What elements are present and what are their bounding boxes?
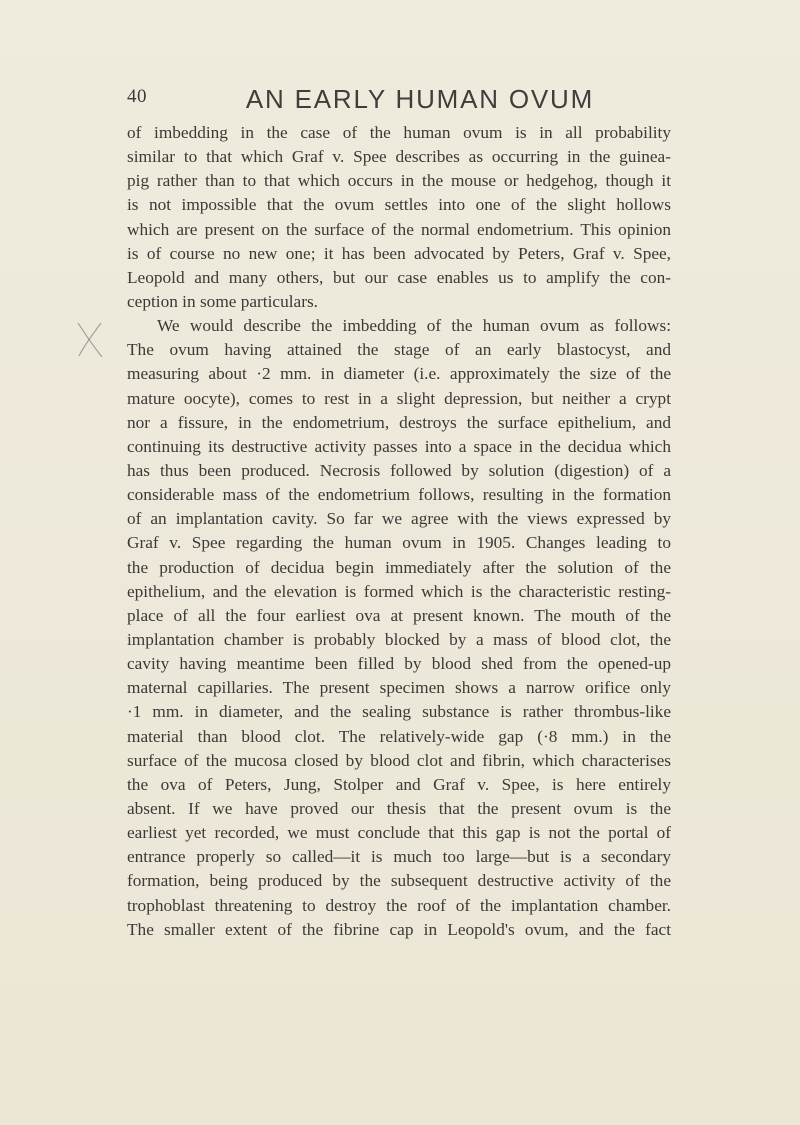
pencil-x-mark-icon	[75, 322, 105, 358]
text-line: of imbedding in the case of the human ovum is in all probability	[127, 123, 671, 142]
text-line: is of course no new one; it has been advocated by Peters, Graf v. Spee,	[127, 243, 671, 263]
text-line: cavity having meantime been filled by blood shed from the opened-up	[127, 654, 671, 674]
text-line: of an implantation cavity. So far we agree with the views expressed by	[127, 509, 671, 529]
text-line: place of all the four earliest ova at present known. The mouth of the	[127, 605, 671, 625]
text-line: nor a fissure, in the endometrium, destroys the surface epithelium, and	[127, 412, 671, 432]
text-line: mature oocyte), comes to rest in a slight depression, but neither a crypt	[127, 388, 671, 408]
text-line: Graf v. Spee regarding the human ovum in 1905. Changes leading to	[127, 533, 671, 553]
text-line: measuring about ·2 mm. in diameter (i.e. approximately the size of the	[127, 364, 671, 384]
text-line: absent. If we have proved our thesis that the present ovum is the	[127, 798, 671, 818]
text-line: surface of the mucosa closed by blood clot and fibrin, which characterises	[127, 750, 671, 770]
text-line: similar to that which Graf v. Spee describes as occurring in the guinea-	[127, 147, 671, 167]
text-line: entrance properly so called—it is much too large—but is a secondary	[127, 847, 671, 867]
text-line: epithelium, and the elevation is formed which is the characteristic resting-	[127, 581, 671, 601]
running-head: AN EARLY HUMAN OVUM	[245, 84, 595, 114]
text-line: maternal capillaries. The present specimen shows a narrow orifice only	[127, 678, 671, 698]
text-line: formation, being produced by the subsequent destructive activity of the	[127, 871, 671, 891]
text-line: The ovum having attained the stage of an early blastocyst, and	[127, 340, 671, 360]
text-line: earliest yet recorded, we must conclude that this gap is not the portal of	[127, 823, 671, 843]
text-line: is not impossible that the ovum settles into one of the slight hollows	[127, 195, 671, 215]
text-line: implantation chamber is probably blocked by a mass of blood clot, the	[127, 629, 671, 649]
text-line: trophoblast threatening to destroy the roof of the implantation chamber.	[127, 895, 671, 915]
text-line: ception in some particulars.	[127, 291, 318, 311]
text-line: Leopold and many others, but our case enables us to amplify the con-	[127, 267, 671, 287]
text-line: pig rather than to that which occurs in the mouse or hedgehog, though it	[127, 171, 671, 191]
text-line: which are present on the surface of the normal endometrium. This opinion	[127, 219, 671, 239]
text-line: has thus been produced. Necrosis followed by solution (digestion) of a	[127, 460, 671, 480]
text-line: material than blood clot. The relatively-wide gap (·8 mm.) in the	[127, 726, 671, 746]
page-header	[0, 82, 800, 122]
text-line: the ova of Peters, Jung, Stolper and Graf v. Spee, is here entirely	[127, 774, 671, 794]
text-line: The smaller extent of the fibrine cap in Leopold's ovum, and the fact	[127, 919, 671, 939]
page-number: 40	[127, 86, 147, 107]
text-line: continuing its destructive activity passes into a space in the decidua which	[127, 436, 671, 456]
text-line: We would describe the imbedding of the human ovum as follows:	[157, 316, 671, 336]
body-text	[127, 121, 671, 942]
text-line: ·1 mm. in diameter, and the sealing substance is rather thrombus-like	[127, 702, 671, 722]
text-line: the production of decidua begin immediately after the solution of the	[127, 557, 671, 577]
text-line: considerable mass of the endometrium follows, resulting in the formation	[127, 485, 671, 505]
